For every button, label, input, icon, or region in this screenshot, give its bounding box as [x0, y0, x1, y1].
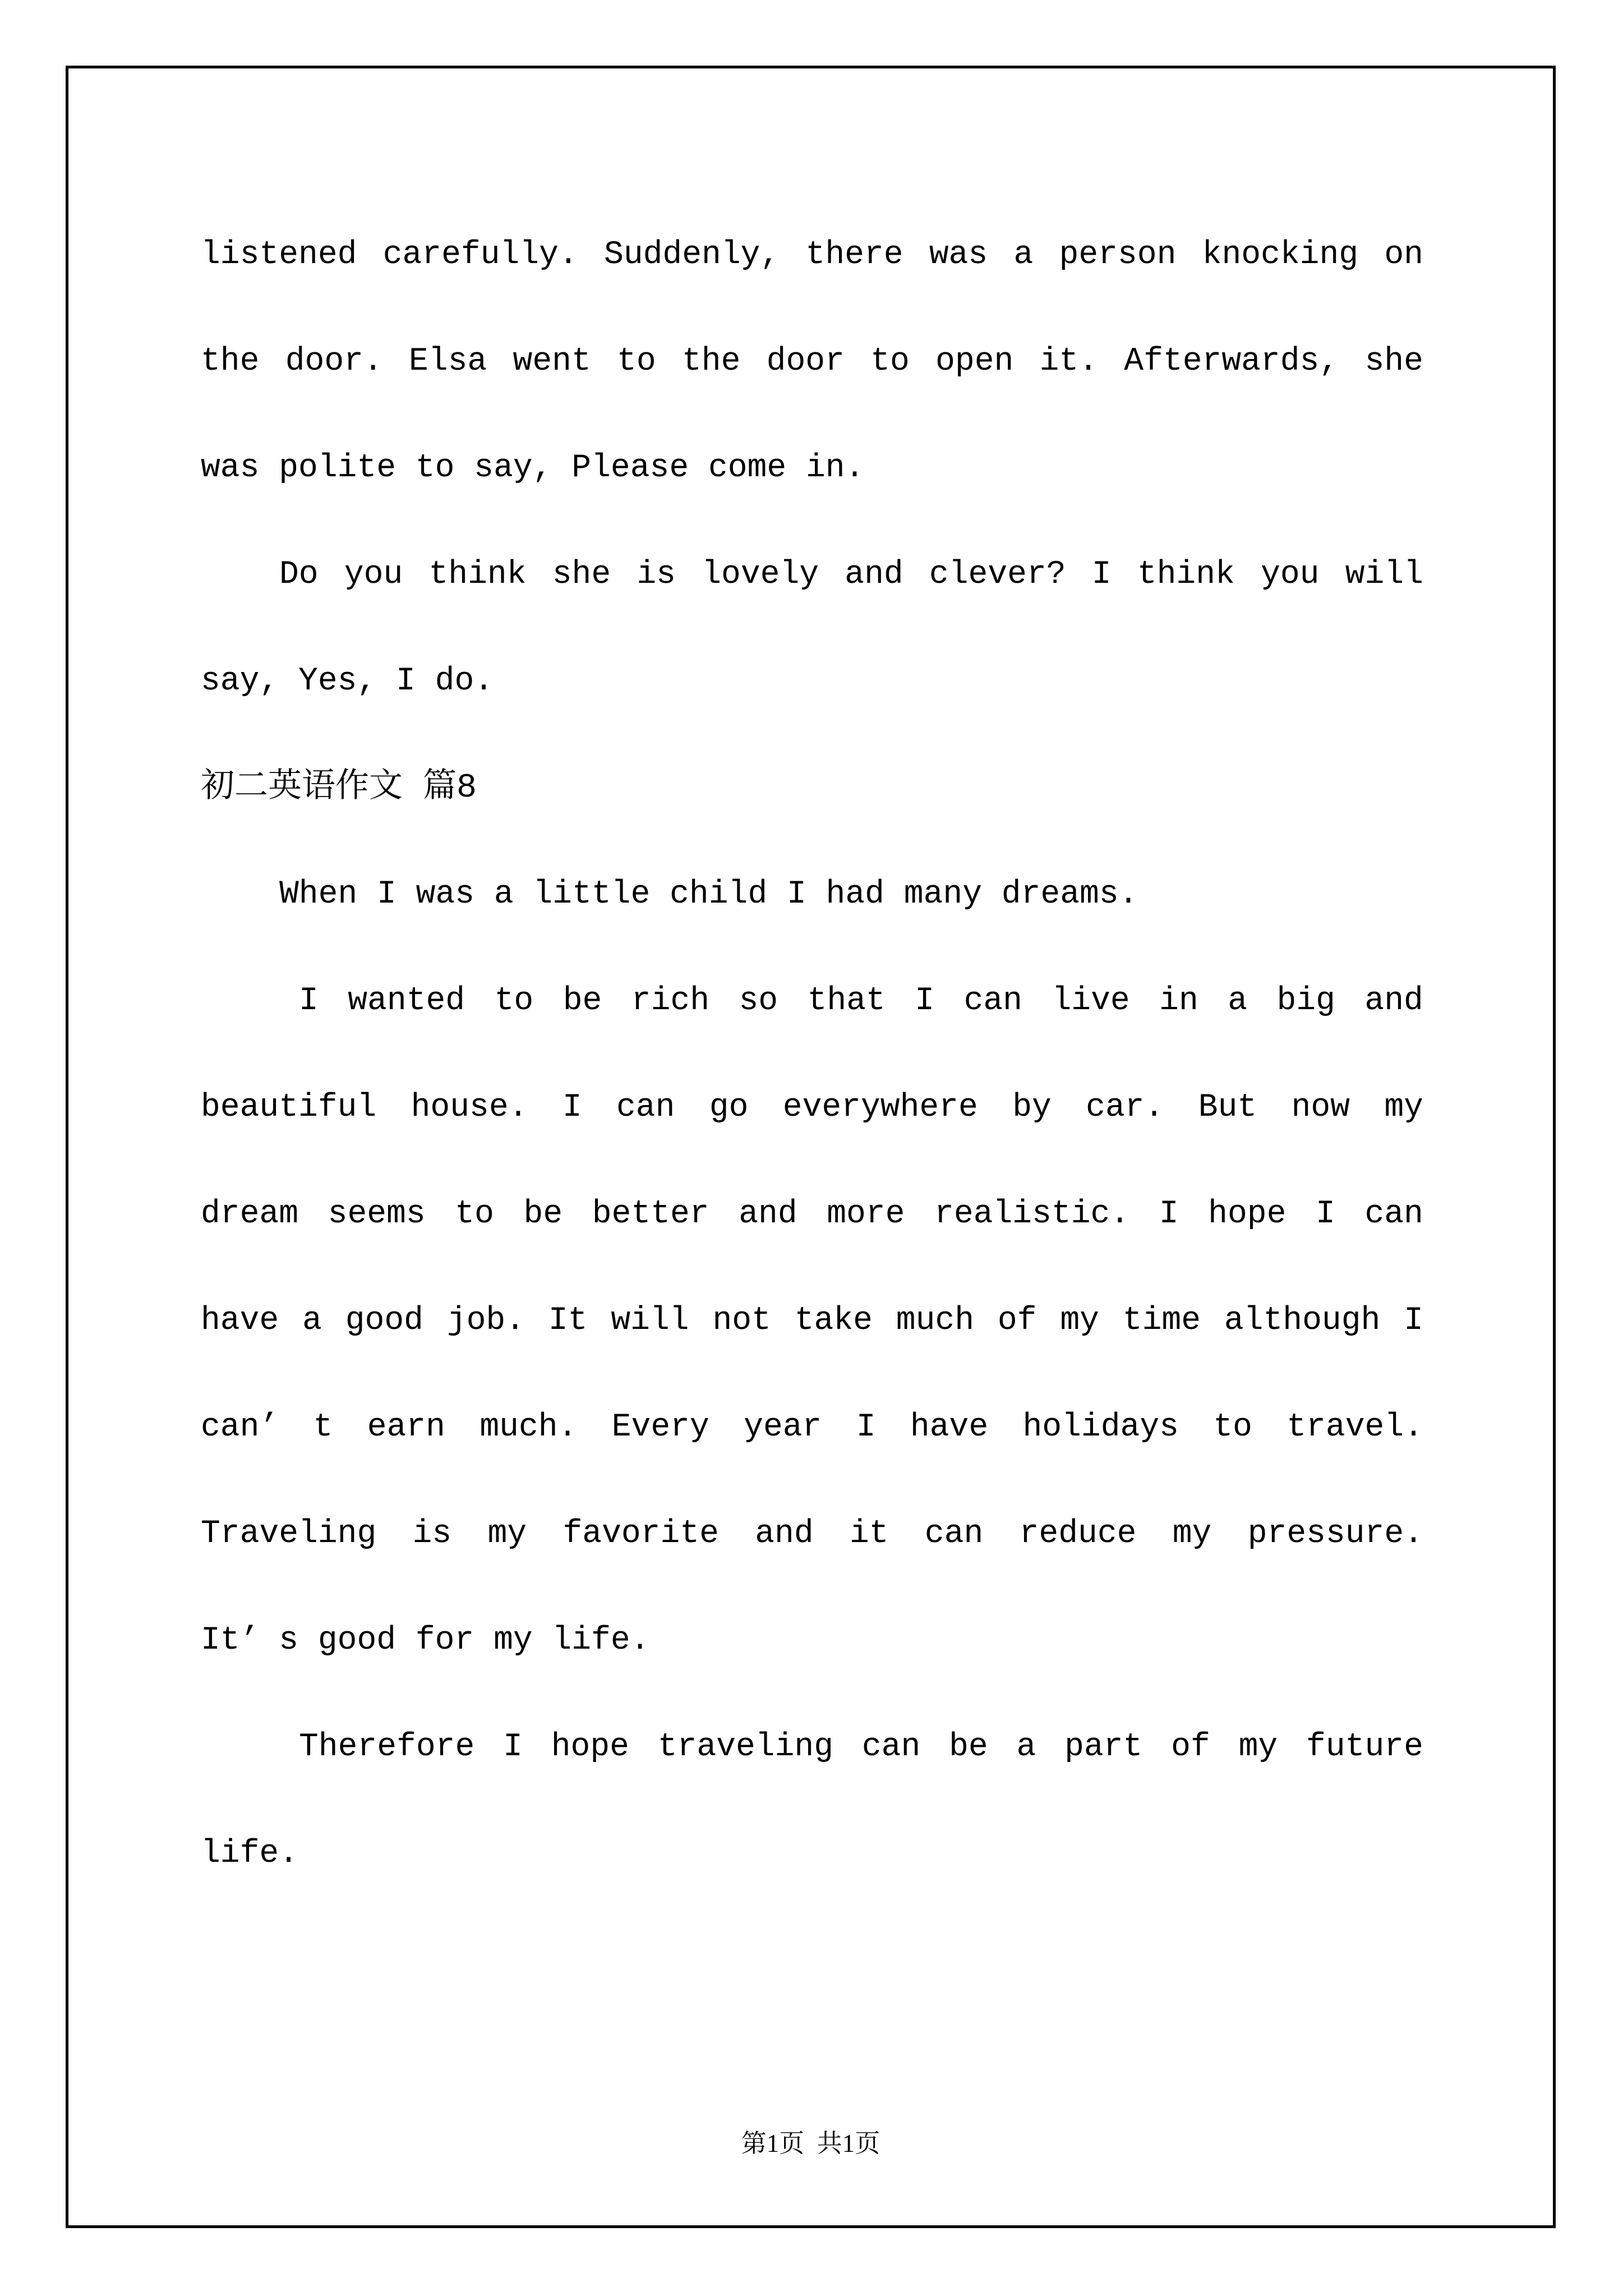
text-line: When I was a little child I had many dreams.: [279, 876, 1138, 913]
text-line: have a good job. It will not take much of my time although I: [201, 1303, 1423, 1339]
text-line: beautiful house. I can go everywhere by car. But now my: [201, 1089, 1423, 1126]
text-line: It’ s good for my life.: [201, 1622, 650, 1659]
text-line: say, Yes, I do.: [201, 663, 494, 700]
text-line: can’ t earn much. Every year I have holidays to travel.: [201, 1409, 1423, 1446]
text-line: was polite to say, Please come in.: [201, 450, 865, 486]
text-line: listened carefully. Suddenly, there was a person knocking on: [201, 237, 1423, 273]
text-line: Traveling is my favorite and it can reduce my pressure.: [201, 1516, 1423, 1552]
text-block: [201, 202, 1423, 1907]
page-footer: 第1页 共1页: [741, 2129, 880, 2157]
heading-line: 初二英语作文 篇8: [201, 769, 477, 807]
text-line: Therefore I hope traveling can be a part of my future: [299, 1729, 1423, 1765]
text-line: Do you think she is lovely and clever? I think you will: [279, 556, 1423, 593]
text-line: life.: [201, 1835, 299, 1872]
text-line: dream seems to be better and more realistic. I hope I can: [201, 1196, 1423, 1232]
text-line: I wanted to be rich so that I can live in a big and: [299, 983, 1423, 1019]
text-line: the door. Elsa went to the door to open it. Afterwards, she: [201, 343, 1423, 380]
